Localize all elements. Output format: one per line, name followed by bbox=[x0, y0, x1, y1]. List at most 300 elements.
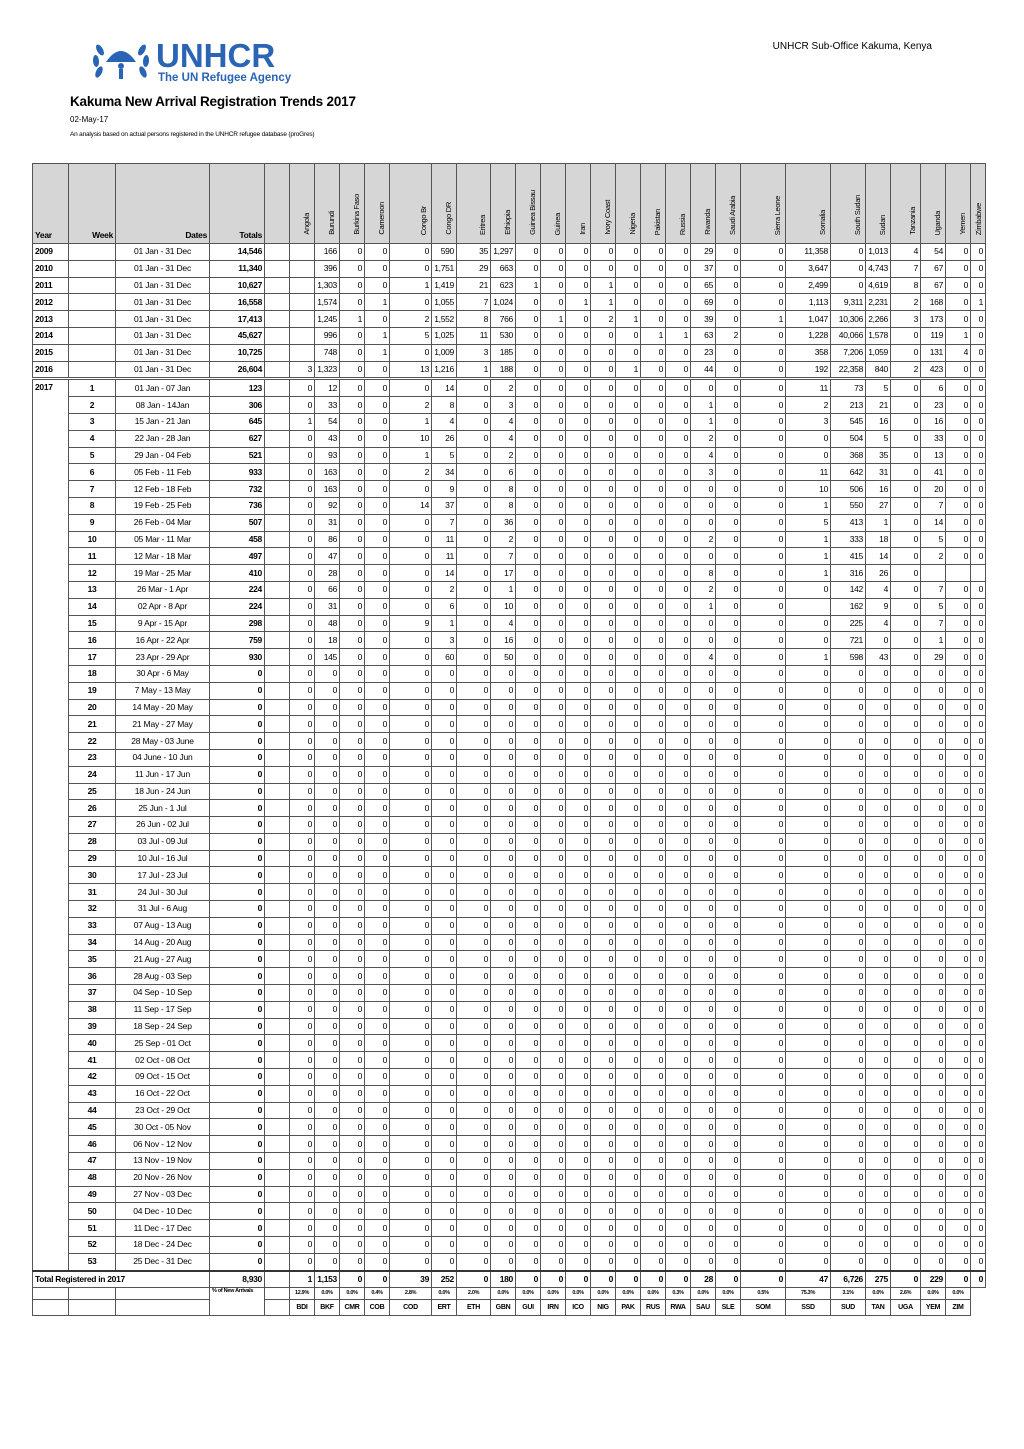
value-cell: 0 bbox=[491, 1153, 516, 1170]
value-cell: 0 bbox=[946, 884, 971, 901]
value-cell: 0 bbox=[541, 379, 566, 397]
spacer-cell bbox=[265, 632, 290, 649]
value-cell: 0 bbox=[290, 1035, 315, 1052]
value-cell: 0 bbox=[365, 397, 390, 414]
value-cell: 0 bbox=[946, 1253, 971, 1270]
value-cell: 0 bbox=[891, 447, 921, 464]
value-cell: 0 bbox=[541, 1169, 566, 1186]
spacer-cell bbox=[265, 1001, 290, 1018]
dates-cell: 11 Jun - 17 Jun bbox=[116, 766, 210, 783]
value-cell: 0 bbox=[516, 1271, 541, 1288]
value-cell: 0 bbox=[290, 682, 315, 699]
value-cell: 0 bbox=[591, 1018, 616, 1035]
value-cell: 0 bbox=[866, 1253, 891, 1270]
value-cell: 23 bbox=[691, 344, 716, 361]
value-cell: 0 bbox=[566, 361, 591, 379]
dates-cell: 12 Feb - 18 Feb bbox=[116, 481, 210, 498]
value-cell: 0 bbox=[365, 311, 390, 328]
value-cell: 0 bbox=[946, 1203, 971, 1220]
value-cell: 1,059 bbox=[866, 344, 891, 361]
value-cell: 0 bbox=[591, 766, 616, 783]
year-cell: 2011 bbox=[33, 277, 69, 294]
value-cell: 0 bbox=[566, 1035, 591, 1052]
value-cell: 0 bbox=[921, 733, 946, 750]
value-cell: 0 bbox=[866, 1169, 891, 1186]
value-cell: 0 bbox=[340, 244, 365, 261]
value-cell: 0 bbox=[491, 1085, 516, 1102]
blank-cell bbox=[116, 1288, 210, 1300]
value-cell: 0 bbox=[786, 1203, 831, 1220]
week-cell: 15 bbox=[69, 615, 116, 632]
value-cell: 0 bbox=[946, 464, 971, 481]
value-cell: 0 bbox=[390, 800, 432, 817]
week-cell: 47 bbox=[69, 1153, 116, 1170]
value-cell: 0 bbox=[716, 565, 741, 582]
value-cell: 0 bbox=[591, 514, 616, 531]
value-cell bbox=[290, 294, 315, 311]
value-cell: 0 bbox=[591, 665, 616, 682]
value-cell: 0 bbox=[290, 565, 315, 582]
value-cell: 0 bbox=[891, 884, 921, 901]
value-cell: 0 bbox=[390, 917, 432, 934]
value-cell: 0 bbox=[641, 311, 666, 328]
value-cell: 2 bbox=[390, 464, 432, 481]
value-cell: 0 bbox=[491, 1001, 516, 1018]
spacer-cell bbox=[265, 783, 290, 800]
value-cell: 0 bbox=[491, 1220, 516, 1237]
value-cell: 0 bbox=[315, 1203, 340, 1220]
country-header-label: Burundi bbox=[327, 211, 336, 235]
value-cell: 0 bbox=[290, 733, 315, 750]
value-cell: 0 bbox=[315, 1169, 340, 1186]
value-cell: 0 bbox=[691, 817, 716, 834]
value-cell: 0 bbox=[340, 1253, 365, 1270]
value-cell: 598 bbox=[831, 649, 866, 666]
spacer-cell bbox=[265, 716, 290, 733]
value-cell: 0 bbox=[541, 344, 566, 361]
value-cell: 0 bbox=[786, 1035, 831, 1052]
value-cell: 0 bbox=[971, 514, 986, 531]
value-cell: 0 bbox=[666, 716, 691, 733]
value-cell: 0 bbox=[541, 649, 566, 666]
dates-cell: 03 Jul - 09 Jul bbox=[116, 833, 210, 850]
value-cell: 0 bbox=[946, 1052, 971, 1069]
country-header bbox=[566, 164, 591, 244]
value-cell: 0 bbox=[315, 766, 340, 783]
total-cell: 0 bbox=[210, 749, 265, 766]
value-cell: 0 bbox=[971, 548, 986, 565]
value-cell: 44 bbox=[691, 361, 716, 379]
blank-cell bbox=[69, 1288, 116, 1300]
spacer-cell bbox=[265, 867, 290, 884]
value-cell: 2 bbox=[390, 397, 432, 414]
value-cell: 0 bbox=[716, 294, 741, 311]
value-cell: 0 bbox=[591, 344, 616, 361]
total-cell: 0 bbox=[210, 850, 265, 867]
value-cell: 0 bbox=[541, 917, 566, 934]
value-cell: 0 bbox=[741, 968, 786, 985]
spacer-cell bbox=[265, 1186, 290, 1203]
value-cell: 0 bbox=[390, 716, 432, 733]
value-cell: 0 bbox=[666, 1271, 691, 1288]
value-cell: 0 bbox=[457, 716, 491, 733]
value-cell: 0 bbox=[516, 783, 541, 800]
value-cell: 0 bbox=[716, 447, 741, 464]
value-cell: 0 bbox=[616, 548, 641, 565]
value-cell: 0 bbox=[516, 1001, 541, 1018]
value-cell: 0 bbox=[365, 481, 390, 498]
value-cell: 0 bbox=[616, 1085, 641, 1102]
value-cell: 0 bbox=[641, 344, 666, 361]
value-cell: 0 bbox=[566, 277, 591, 294]
value-cell: 0 bbox=[340, 1153, 365, 1170]
value-cell: 0 bbox=[566, 344, 591, 361]
value-cell: 0 bbox=[716, 716, 741, 733]
value-cell: 17 bbox=[491, 565, 516, 582]
value-cell: 0 bbox=[741, 783, 786, 800]
svg-text:UNHCR: UNHCR bbox=[156, 37, 276, 74]
value-cell: 43 bbox=[315, 430, 340, 447]
country-header-label: Cameroon bbox=[377, 202, 386, 235]
week-row bbox=[33, 783, 986, 800]
value-cell: 0 bbox=[831, 917, 866, 934]
value-cell: 166 bbox=[315, 244, 340, 261]
value-cell: 0 bbox=[666, 649, 691, 666]
value-cell: 721 bbox=[831, 632, 866, 649]
value-cell: 0 bbox=[716, 598, 741, 615]
value-cell: 0 bbox=[516, 934, 541, 951]
value-cell: 0 bbox=[315, 917, 340, 934]
value-cell: 0 bbox=[365, 934, 390, 951]
value-cell: 0 bbox=[691, 1102, 716, 1119]
value-cell: 0 bbox=[432, 1069, 457, 1086]
value-cell: 6 bbox=[921, 379, 946, 397]
value-cell: 0 bbox=[290, 581, 315, 598]
value-cell: 0 bbox=[946, 1136, 971, 1153]
value-cell: 29 bbox=[691, 244, 716, 261]
value-cell: 0 bbox=[691, 1001, 716, 1018]
value-cell: 0 bbox=[457, 1119, 491, 1136]
value-cell: 0 bbox=[541, 1203, 566, 1220]
value-cell: 0 bbox=[616, 244, 641, 261]
value-cell: 0 bbox=[365, 867, 390, 884]
value-cell: 0 bbox=[616, 581, 641, 598]
value-cell: 0 bbox=[541, 548, 566, 565]
value-cell: 0 bbox=[491, 850, 516, 867]
value-cell: 0 bbox=[786, 917, 831, 934]
value-cell: 0 bbox=[971, 1220, 986, 1237]
value-cell: 63 bbox=[691, 327, 716, 344]
value-cell: 0 bbox=[457, 699, 491, 716]
value-cell: 1 bbox=[432, 615, 457, 632]
value-cell: 0 bbox=[340, 1237, 365, 1254]
value-cell: 252 bbox=[432, 1271, 457, 1288]
value-cell: 0 bbox=[491, 1203, 516, 1220]
country-header bbox=[716, 164, 741, 244]
value-cell: 0 bbox=[340, 379, 365, 397]
value-cell: 0 bbox=[591, 716, 616, 733]
value-cell: 0 bbox=[365, 1085, 390, 1102]
value-cell: 0 bbox=[290, 1069, 315, 1086]
value-cell: 0 bbox=[921, 682, 946, 699]
value-cell: 0 bbox=[315, 1136, 340, 1153]
value-cell: 0 bbox=[891, 1253, 921, 1270]
value-cell: 0 bbox=[340, 447, 365, 464]
value-cell: 4,619 bbox=[866, 277, 891, 294]
value-cell: 0 bbox=[641, 1035, 666, 1052]
value-cell: 0 bbox=[971, 749, 986, 766]
value-cell: 0 bbox=[716, 464, 741, 481]
week-cell: 23 bbox=[69, 749, 116, 766]
spacer-cell bbox=[265, 497, 290, 514]
value-cell: 0 bbox=[491, 1119, 516, 1136]
year-cell: 2012 bbox=[33, 294, 69, 311]
value-cell: 0 bbox=[457, 1169, 491, 1186]
value-cell: 0 bbox=[491, 867, 516, 884]
value-cell: 0 bbox=[591, 430, 616, 447]
value-cell: 0 bbox=[866, 665, 891, 682]
spacer-cell bbox=[265, 311, 290, 328]
value-cell: 0 bbox=[716, 833, 741, 850]
value-cell: 0 bbox=[516, 397, 541, 414]
value-cell: 0 bbox=[290, 1186, 315, 1203]
value-cell: 0 bbox=[516, 867, 541, 884]
value-cell: 0 bbox=[591, 1153, 616, 1170]
value-cell: 0 bbox=[616, 749, 641, 766]
total-cell: 0 bbox=[210, 867, 265, 884]
year-cell: 2015 bbox=[33, 344, 69, 361]
value-cell: 0 bbox=[946, 699, 971, 716]
year-cell: 2013 bbox=[33, 311, 69, 328]
value-cell: 0 bbox=[891, 968, 921, 985]
percent-cell: 0.5% bbox=[741, 1288, 786, 1300]
week-cell: 3 bbox=[69, 413, 116, 430]
value-cell: 0 bbox=[365, 277, 390, 294]
value-cell: 0 bbox=[921, 850, 946, 867]
value-cell: 0 bbox=[716, 1153, 741, 1170]
spacer-cell bbox=[265, 615, 290, 632]
value-cell: 0 bbox=[866, 850, 891, 867]
week-cell: 49 bbox=[69, 1186, 116, 1203]
value-cell: 0 bbox=[831, 1052, 866, 1069]
dates-cell: 01 Jan - 31 Dec bbox=[116, 344, 210, 361]
total-cell: 0 bbox=[210, 1253, 265, 1270]
value-cell: 0 bbox=[290, 447, 315, 464]
week-cell: 28 bbox=[69, 833, 116, 850]
value-cell: 0 bbox=[390, 783, 432, 800]
value-cell: 0 bbox=[432, 1253, 457, 1270]
value-cell: 0 bbox=[741, 531, 786, 548]
blank-cell bbox=[33, 1300, 69, 1316]
value-cell: 0 bbox=[541, 327, 566, 344]
value-cell: 2,231 bbox=[866, 294, 891, 311]
value-cell: 0 bbox=[315, 783, 340, 800]
country-code-cell: IRN bbox=[541, 1300, 566, 1316]
value-cell: 0 bbox=[641, 749, 666, 766]
value-cell: 0 bbox=[457, 783, 491, 800]
value-cell: 0 bbox=[971, 413, 986, 430]
week-row bbox=[33, 615, 986, 632]
value-cell: 18 bbox=[315, 632, 340, 649]
week-row bbox=[33, 1203, 986, 1220]
value-cell: 0 bbox=[866, 1186, 891, 1203]
year-cell: 2010 bbox=[33, 260, 69, 277]
value-cell: 0 bbox=[541, 884, 566, 901]
week-row bbox=[33, 1220, 986, 1237]
value-cell: 0 bbox=[541, 682, 566, 699]
value-cell: 0 bbox=[541, 951, 566, 968]
value-cell: 0 bbox=[666, 1102, 691, 1119]
value-cell: 13 bbox=[390, 361, 432, 379]
value-cell: 0 bbox=[831, 1153, 866, 1170]
value-cell: 0 bbox=[641, 985, 666, 1002]
value-cell: 0 bbox=[921, 1052, 946, 1069]
week-cell: 48 bbox=[69, 1169, 116, 1186]
total-cell: 0 bbox=[210, 1085, 265, 1102]
week-cell: 8 bbox=[69, 497, 116, 514]
spacer-cell bbox=[265, 379, 290, 397]
value-cell: 0 bbox=[716, 917, 741, 934]
value-cell: 642 bbox=[831, 464, 866, 481]
country-code-cell: ERT bbox=[432, 1300, 457, 1316]
value-cell: 9 bbox=[866, 598, 891, 615]
value-cell: 0 bbox=[891, 430, 921, 447]
value-cell: 0 bbox=[541, 817, 566, 834]
percent-cell: 0.0% bbox=[340, 1288, 365, 1300]
value-cell: 0 bbox=[641, 277, 666, 294]
value-cell: 0 bbox=[315, 1035, 340, 1052]
value-cell: 0 bbox=[516, 968, 541, 985]
value-cell: 4 bbox=[432, 413, 457, 430]
value-cell: 0 bbox=[390, 1052, 432, 1069]
value-cell: 0 bbox=[946, 817, 971, 834]
value-cell: 0 bbox=[591, 985, 616, 1002]
week-row bbox=[33, 800, 986, 817]
value-cell: 0 bbox=[390, 699, 432, 716]
value-cell: 0 bbox=[666, 397, 691, 414]
week-row bbox=[33, 1018, 986, 1035]
value-cell: 0 bbox=[971, 682, 986, 699]
value-cell: 1,228 bbox=[786, 327, 831, 344]
value-cell: 0 bbox=[457, 1018, 491, 1035]
value-cell: 1,025 bbox=[432, 327, 457, 344]
value-cell: 0 bbox=[591, 244, 616, 261]
value-cell: 0 bbox=[616, 951, 641, 968]
value-cell: 0 bbox=[641, 565, 666, 582]
value-cell: 0 bbox=[541, 361, 566, 379]
value-cell: 1,245 bbox=[315, 311, 340, 328]
value-cell: 0 bbox=[786, 817, 831, 834]
value-cell: 0 bbox=[691, 1237, 716, 1254]
value-cell: 0 bbox=[866, 1069, 891, 1086]
value-cell: 0 bbox=[365, 1136, 390, 1153]
value-cell: 2 bbox=[786, 397, 831, 414]
spacer-cell bbox=[265, 430, 290, 447]
value-cell: 0 bbox=[566, 1018, 591, 1035]
value-cell: 0 bbox=[641, 783, 666, 800]
value-cell: 1,055 bbox=[432, 294, 457, 311]
value-cell: 0 bbox=[315, 1069, 340, 1086]
value-cell: 4 bbox=[691, 649, 716, 666]
value-cell: 0 bbox=[971, 1203, 986, 1220]
value-cell: 0 bbox=[716, 397, 741, 414]
spacer-cell bbox=[265, 1136, 290, 1153]
value-cell: 0 bbox=[541, 430, 566, 447]
value-cell: 0 bbox=[971, 1119, 986, 1136]
value-cell: 0 bbox=[616, 934, 641, 951]
value-cell: 0 bbox=[866, 1018, 891, 1035]
value-cell: 996 bbox=[315, 327, 340, 344]
week-cell: 36 bbox=[69, 968, 116, 985]
value-cell: 0 bbox=[566, 1220, 591, 1237]
percent-cell: 0.0% bbox=[921, 1288, 946, 1300]
value-cell: 0 bbox=[290, 481, 315, 498]
value-cell: 0 bbox=[786, 934, 831, 951]
value-cell: 0 bbox=[741, 884, 786, 901]
value-cell: 0 bbox=[741, 244, 786, 261]
value-cell: 0 bbox=[432, 699, 457, 716]
value-cell: 0 bbox=[566, 783, 591, 800]
value-cell: 163 bbox=[315, 464, 340, 481]
value-cell: 7,206 bbox=[831, 344, 866, 361]
value-cell: 0 bbox=[866, 1237, 891, 1254]
value-cell: 0 bbox=[365, 951, 390, 968]
value-cell: 0 bbox=[390, 682, 432, 699]
week-cell: 34 bbox=[69, 934, 116, 951]
week-row bbox=[33, 699, 986, 716]
value-cell: 0 bbox=[390, 548, 432, 565]
history-row bbox=[33, 244, 986, 261]
value-cell: 0 bbox=[891, 1220, 921, 1237]
value-cell: 1 bbox=[566, 294, 591, 311]
country-header-label: Saudi Arabia bbox=[728, 196, 737, 235]
value-cell: 0 bbox=[946, 833, 971, 850]
value-cell: 0 bbox=[516, 716, 541, 733]
value-cell: 0 bbox=[831, 1085, 866, 1102]
value-cell: 0 bbox=[691, 733, 716, 750]
value-cell: 0 bbox=[491, 917, 516, 934]
value-cell: 0 bbox=[831, 1035, 866, 1052]
value-cell: 0 bbox=[641, 447, 666, 464]
value-cell: 0 bbox=[716, 665, 741, 682]
value-cell: 545 bbox=[831, 413, 866, 430]
value-cell: 0 bbox=[340, 361, 365, 379]
value-cell: 0 bbox=[591, 817, 616, 834]
week-row bbox=[33, 1186, 986, 1203]
value-cell: 0 bbox=[831, 277, 866, 294]
dates-cell: 25 Dec - 31 Dec bbox=[116, 1253, 210, 1270]
value-cell: 35 bbox=[866, 447, 891, 464]
total-cell: 0 bbox=[210, 951, 265, 968]
value-cell: 0 bbox=[591, 497, 616, 514]
value-cell: 0 bbox=[516, 294, 541, 311]
value-cell: 0 bbox=[457, 884, 491, 901]
value-cell: 0 bbox=[741, 632, 786, 649]
value-cell: 0 bbox=[491, 1018, 516, 1035]
value-cell: 0 bbox=[786, 682, 831, 699]
value-cell: 0 bbox=[365, 379, 390, 397]
value-cell: 0 bbox=[616, 1102, 641, 1119]
week-row bbox=[33, 598, 986, 615]
value-cell: 0 bbox=[866, 783, 891, 800]
value-cell: 0 bbox=[921, 951, 946, 968]
country-code-cell: YEM bbox=[921, 1300, 946, 1316]
percent-label: % of New Arrivals bbox=[210, 1288, 265, 1316]
country-header-label: Angola bbox=[302, 213, 311, 235]
value-cell: 0 bbox=[315, 867, 340, 884]
value-cell: 623 bbox=[491, 277, 516, 294]
value-cell: 0 bbox=[741, 514, 786, 531]
